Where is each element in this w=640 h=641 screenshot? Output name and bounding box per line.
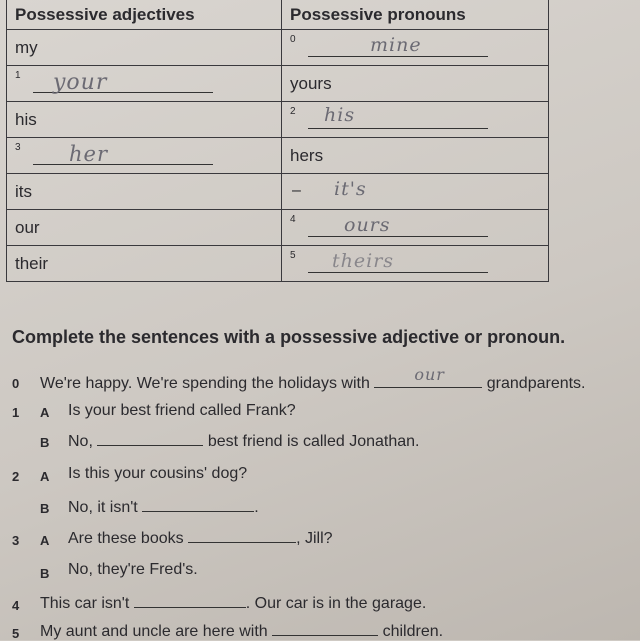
adj-cell bbox=[7, 174, 282, 210]
pro-cell bbox=[282, 138, 549, 174]
sentence-5 bbox=[40, 621, 443, 641]
table-row bbox=[7, 102, 549, 138]
item-number: 4 bbox=[12, 598, 20, 613]
handwritten-answer: our bbox=[414, 365, 445, 384]
header-possessive-adjectives: Possessive adjectives bbox=[7, 0, 282, 30]
table-row bbox=[7, 210, 549, 246]
sentence-text: , Jill? bbox=[296, 530, 333, 547]
item-number: 1 bbox=[15, 70, 21, 81]
table-row bbox=[7, 246, 549, 282]
sentence-2a bbox=[68, 465, 247, 483]
header-possessive-pronouns: Possessive pronouns bbox=[282, 0, 549, 30]
sentence-1a bbox=[68, 402, 296, 420]
sentence-text: We're happy. We're spending the holidays with bbox=[40, 375, 370, 392]
pro-cell bbox=[282, 210, 549, 246]
sentence-0 bbox=[40, 365, 586, 393]
speaker-label: B bbox=[40, 435, 50, 450]
table-header-row bbox=[7, 0, 549, 30]
pro-cell bbox=[282, 174, 549, 210]
handwritten-answer: her bbox=[69, 142, 108, 166]
answer-blank[interactable] bbox=[188, 528, 296, 543]
sentence-text: grandparents. bbox=[486, 375, 586, 392]
sentence-text: Is your best friend called Frank? bbox=[68, 402, 296, 419]
adj-text: its bbox=[15, 181, 32, 201]
adj-cell bbox=[7, 66, 282, 102]
handwritten-answer: ours bbox=[344, 214, 391, 236]
item-number: 5 bbox=[12, 626, 20, 641]
item-number: 0 bbox=[12, 376, 20, 391]
item-number: 2 bbox=[12, 469, 20, 484]
sentence-2b bbox=[68, 497, 259, 517]
handwritten-answer: his bbox=[324, 104, 356, 126]
adj-cell bbox=[7, 102, 282, 138]
pro-text: hers bbox=[290, 145, 324, 165]
item-number: 0 bbox=[290, 34, 296, 45]
answer-blank[interactable] bbox=[33, 164, 213, 165]
pro-text: yours bbox=[290, 73, 332, 93]
sentence-4 bbox=[40, 593, 426, 613]
handwritten-answer: it's bbox=[334, 178, 367, 200]
sentence-text: No, it isn't bbox=[68, 499, 138, 516]
sentence-text: . bbox=[254, 499, 259, 516]
sentence-text: My aunt and uncle are here with bbox=[40, 623, 268, 640]
pro-text: – bbox=[292, 182, 301, 199]
handwritten-answer: mine bbox=[370, 34, 422, 56]
sentence-text: This car isn't bbox=[40, 595, 130, 612]
answer-blank[interactable] bbox=[97, 431, 203, 446]
speaker-label: A bbox=[40, 405, 50, 420]
table-row bbox=[7, 174, 549, 210]
pro-cell bbox=[282, 246, 549, 282]
sentence-3a bbox=[68, 528, 333, 548]
item-number: 3 bbox=[15, 142, 21, 153]
sentence-text: Are these books bbox=[68, 530, 184, 547]
answer-blank[interactable] bbox=[142, 497, 254, 512]
sentence-1b bbox=[68, 431, 420, 451]
adj-cell bbox=[7, 30, 282, 66]
sentence-text: Is this your cousins' dog? bbox=[68, 465, 248, 482]
adj-cell bbox=[7, 246, 282, 282]
answer-blank[interactable] bbox=[374, 365, 482, 388]
adj-text: his bbox=[15, 109, 37, 129]
table-row bbox=[7, 138, 549, 174]
possessives-table bbox=[6, 0, 549, 282]
speaker-label: A bbox=[40, 533, 50, 548]
adj-text: their bbox=[15, 253, 49, 273]
sentence-text: No, bbox=[68, 433, 93, 450]
pro-cell bbox=[282, 66, 549, 102]
table-row bbox=[7, 66, 549, 102]
answer-blank[interactable] bbox=[308, 236, 488, 237]
speaker-label: A bbox=[40, 469, 50, 484]
table-row bbox=[7, 30, 549, 66]
answer-blank[interactable] bbox=[308, 272, 488, 273]
adj-text: my bbox=[15, 37, 38, 57]
handwritten-answer: your bbox=[53, 70, 108, 95]
sentence-text: . Our car is in the garage. bbox=[245, 595, 427, 612]
answer-blank[interactable] bbox=[134, 593, 246, 608]
adj-cell bbox=[7, 138, 282, 174]
sentence-text: best friend is called Jonathan. bbox=[207, 433, 420, 450]
pro-cell bbox=[282, 102, 549, 138]
answer-blank[interactable] bbox=[308, 128, 488, 129]
speaker-label: B bbox=[40, 566, 50, 581]
adj-cell bbox=[7, 210, 282, 246]
handwritten-answer: theirs bbox=[332, 250, 395, 272]
item-number: 5 bbox=[290, 250, 296, 261]
sentence-3b bbox=[68, 561, 198, 579]
answer-blank[interactable] bbox=[308, 56, 488, 57]
speaker-label: B bbox=[40, 501, 50, 516]
item-number: 3 bbox=[12, 533, 20, 548]
sentence-text: children. bbox=[382, 623, 444, 640]
item-number: 4 bbox=[290, 214, 296, 225]
answer-blank[interactable] bbox=[272, 621, 378, 636]
exercise-heading: Complete the sentences with a possessive adjective or pronoun. bbox=[12, 327, 566, 347]
item-number: 2 bbox=[290, 106, 296, 117]
sentence-text: No, they're Fred's. bbox=[68, 561, 198, 578]
item-number: 1 bbox=[12, 405, 20, 420]
adj-text: our bbox=[15, 217, 40, 237]
pro-cell bbox=[282, 30, 549, 66]
